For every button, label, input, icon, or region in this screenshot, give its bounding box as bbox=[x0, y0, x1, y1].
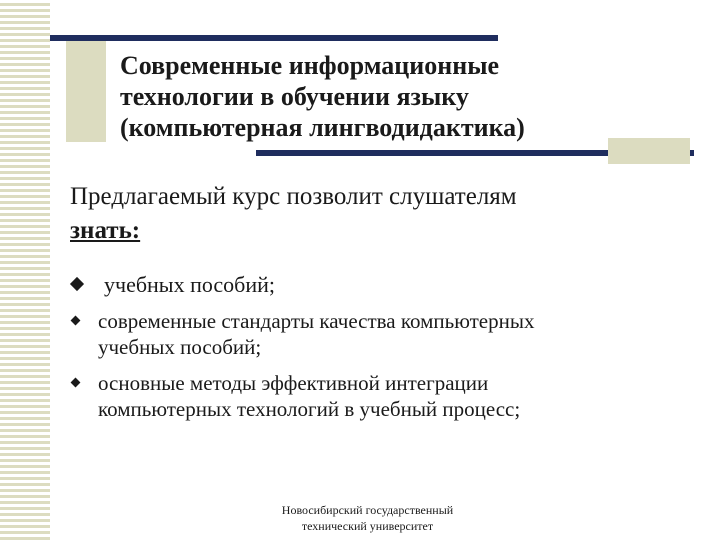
bullet-item-3-line-1: основные методы эффективной интеграции bbox=[98, 371, 489, 395]
bullet-item-3 bbox=[72, 370, 520, 422]
slide-title-line-2: технологии в обучении языку bbox=[120, 82, 469, 111]
slide-footer bbox=[240, 502, 495, 534]
slide-title-line-3: (компьютерная лингводидактика) bbox=[120, 113, 525, 142]
bullet-item-2 bbox=[72, 308, 534, 360]
title-accent-block bbox=[66, 38, 106, 142]
bullet-item-2-line-1: современные стандарты качества компьютерных bbox=[98, 309, 535, 333]
footer-line-2: технический университет bbox=[301, 519, 434, 533]
slide-title-line-1: Современные информационные bbox=[120, 51, 500, 80]
footer-line-1: Новосибирский государственный bbox=[281, 503, 454, 517]
diamond-bullet-icon bbox=[71, 378, 81, 388]
slide-title bbox=[120, 50, 700, 143]
striped-margin-decoration bbox=[0, 0, 50, 540]
intro-emphasis: знать: bbox=[70, 217, 141, 244]
bullet-item-3-line-2: компьютерных технологий в учебный процесс; bbox=[98, 397, 521, 421]
bullet-item-2-line-2: учебных пособий; bbox=[98, 335, 262, 359]
diamond-bullet-icon bbox=[70, 277, 84, 291]
title-top-rule bbox=[50, 35, 498, 41]
bullet-item-1 bbox=[72, 272, 275, 298]
intro-paragraph bbox=[70, 180, 517, 248]
diamond-bullet-icon bbox=[71, 316, 81, 326]
bullet-item-1-line-1: учебных пособий; bbox=[104, 272, 276, 297]
intro-text: Предлагаемый курс позволит слушателям bbox=[70, 183, 517, 210]
